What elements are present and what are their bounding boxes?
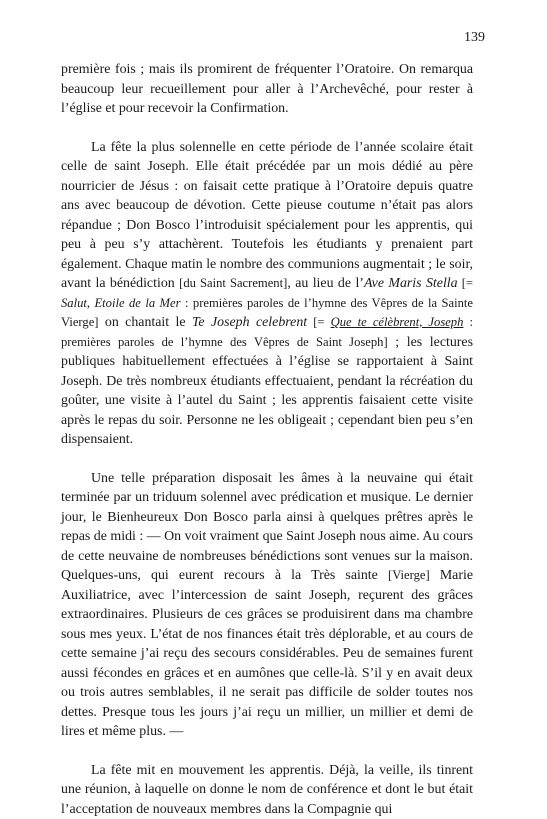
- paragraph-1: première fois ; mais ils promirent de fréquenter l’Oratoire. On remarqua beaucoup leur recueillement pour aller à l’Archevêché, pour rester à l’église et pour recevoir la Confirmation.: [61, 60, 473, 119]
- p3-text-a: Une telle préparation disposait les âmes à la neuvaine qui était terminée par un triduum solennel avec prédication et musique. Le dernier jour, le Bienheureux Don Bosco parla ainsi à quelques prêtres après le repas de midi : — On voit vraiment que Saint Joseph nous aime. Au cours de cette neuvaine de nombreuses bénédictions sont venues sur la maison. Quelques-uns, qui eurent recours à la Très sainte: [61, 471, 473, 584]
- paragraph-3: [61, 469, 473, 742]
- p2-text-m: ; les lectures publiques habituellement effectuées à l’église se rapportaient à Saint Joseph. De très nombreux étudiants effectuaient, pendant la récréation du goûter, une visite à l’autel du Saint ; les apprentis faisaient cette visite après le repas du soir. Personne ne les obligeait ; cependant bien peu s’en dispensaient.: [61, 335, 473, 448]
- p3-text-c: Marie Auxiliatrice, avec l’intercession de saint Joseph, reçurent des grâces extraordinaires. Plusieurs de ces grâces se produisirent dans ma chambre sous mes yeux. L’état de nos finances était très déplorable, et au cours de cette semaine j’ai reçu des secours considérables. Peu de semaines furent aussi fécondes en grâces et en aumônes que celle-là. S’il y en avait deux ou trois autres semblables, il ne serait pas difficile de solder toutes nos dettes. Presque tous les jours j’ai reçu un millier, un millier et demi de lires et même plus. —: [61, 568, 473, 739]
- p2-text-a: La fête la plus solennelle en cette période de l’année scolaire était celle de saint Joseph. Elle était précédée par un mois dédié au père nourricier de Jésus : on faisait cette pratique à l’Oratoire depuis quatre ans avec beaucoup de dévotion. Cette pieuse coutume n’était pas alors répandue ; Don Bosco l’introduisit spécialement pour les apprentis, qui peu à peu s’y attachèrent. Toutefois les étudiants y prenaient part également. Chaque matin le nombre des communions augmentait ; le soir, avant la bénédiction: [61, 140, 473, 292]
- p2-text-h: on chantait le: [98, 315, 192, 330]
- p2-text-c: , au lieu de l’: [287, 276, 364, 291]
- p2-bracket-open-1: [=: [458, 276, 473, 290]
- p3-insertion-vierge: [Vierge]: [388, 568, 430, 582]
- p2-title-te-joseph: Te Joseph celebrent: [192, 315, 307, 330]
- p2-insertion-saint-sacrement: [du Saint Sacrement]: [179, 276, 287, 290]
- p2-note-vepres-vierge: : premières paroles de l’hymne des Vêpres de la Sainte Vierge]: [61, 296, 473, 330]
- p2-bracket-open-2: [=: [307, 315, 330, 329]
- paragraph-2: [61, 138, 473, 450]
- p2-translation-que-te-celebrent: Que te célèbrent, Joseph: [331, 315, 464, 329]
- p2-title-ave-maris-stella: Ave Maris Stella: [364, 276, 458, 291]
- paragraph-4: La fête mit en mouvement les apprentis. Déjà, la veille, ils tinrent une réunion, à laquelle on donne le nom de conférence et dont le but était l’acceptation de nouveaux membres dans la Compagnie qui: [61, 761, 473, 819]
- p2-translation-salut: Salut, Etoile de la Mer: [61, 296, 181, 310]
- page-number: 139: [464, 30, 485, 46]
- p2-note-vepres-joseph: : premières paroles de l’hymne des Vêpres de Saint Joseph]: [61, 315, 473, 349]
- body-text: [61, 60, 473, 819]
